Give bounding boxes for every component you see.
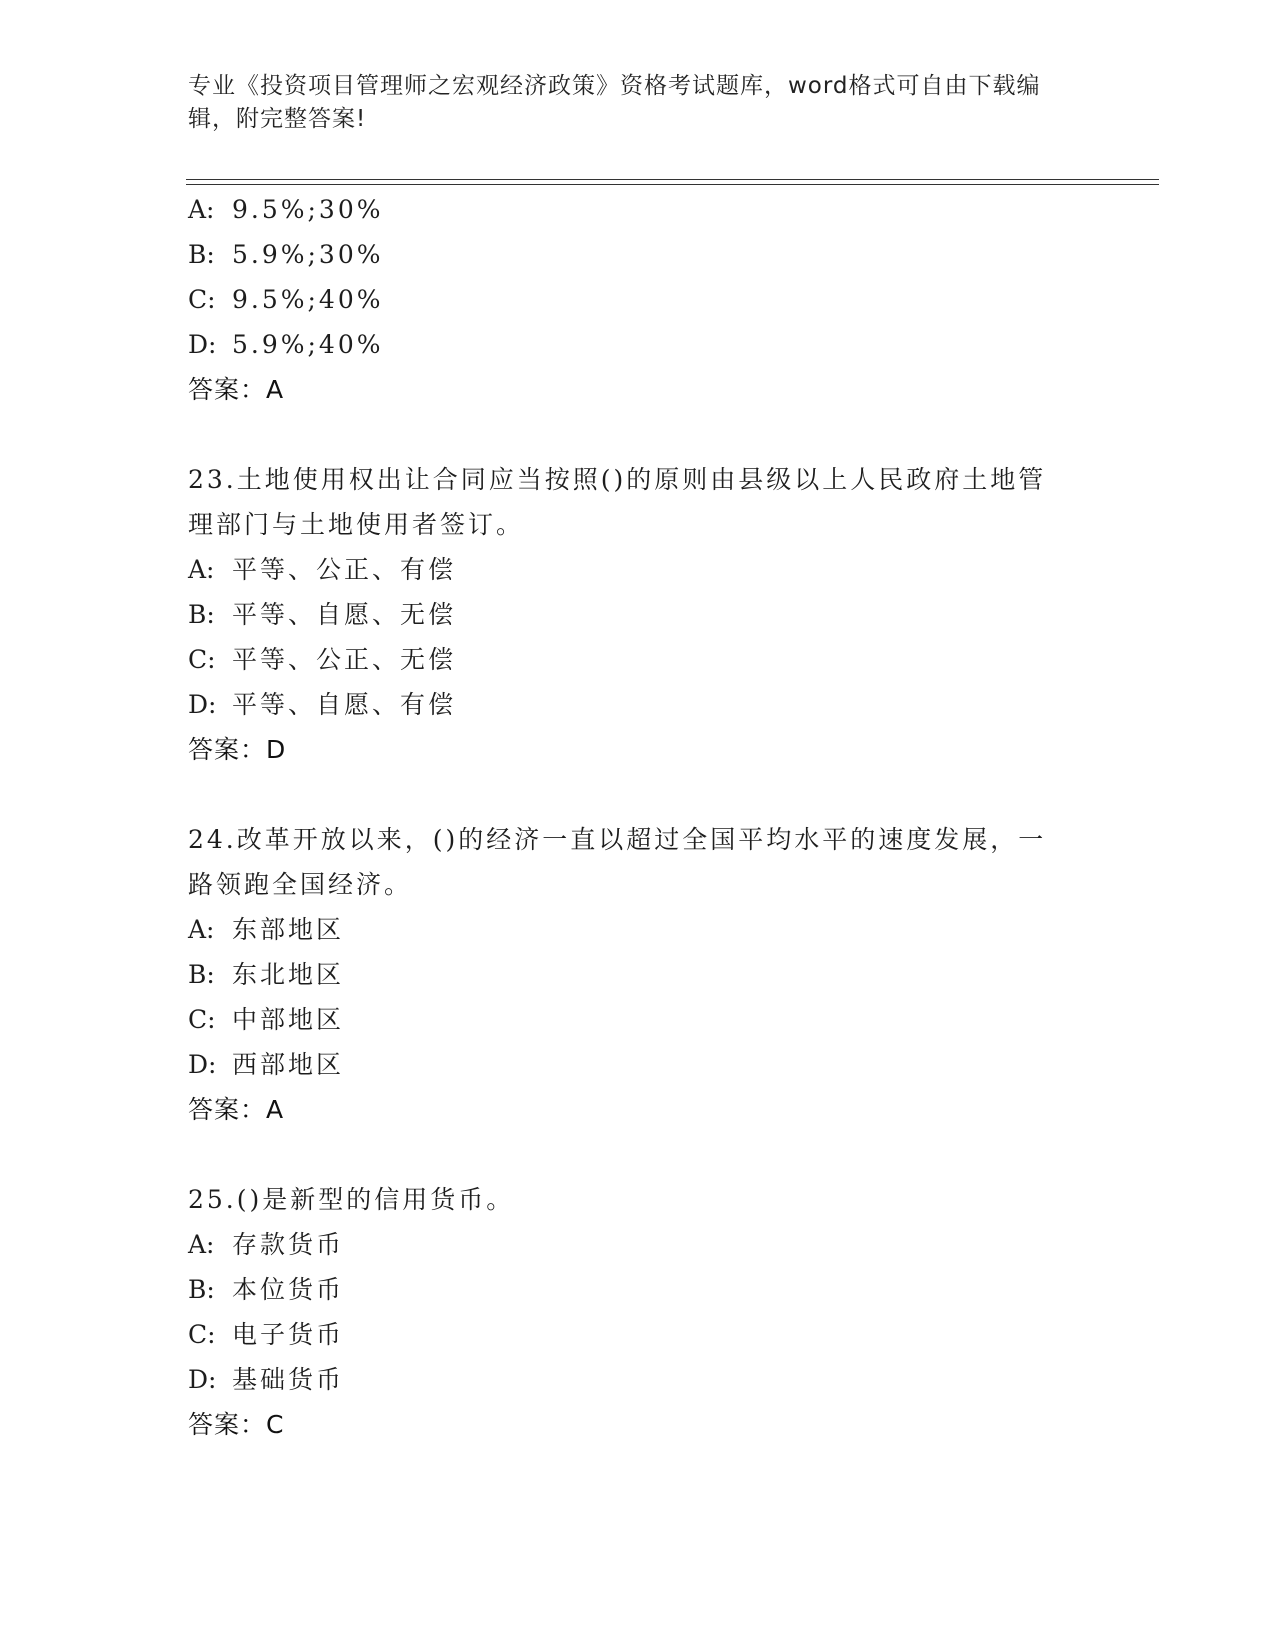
option-text: 东部地区 [232, 915, 345, 944]
question-stem: 25.()是新型的信用货币。 [188, 1185, 515, 1214]
option-text: 平等、自愿、无偿 [232, 600, 457, 629]
option-text: 存款货币 [232, 1230, 345, 1259]
header-line-1: 专业《投资项目管理师之宏观经济政策》资格考试题库，word格式可自由下载编 [188, 73, 1041, 99]
option-letter: D: [188, 1365, 217, 1394]
option-letter: B: [188, 960, 215, 989]
option-a [188, 915, 344, 945]
question-stem-continued: 理部门与土地使用者签订。 [188, 510, 525, 539]
option-a [188, 195, 384, 225]
option-text: 5.9%;30% [232, 240, 384, 269]
option-text: 电子货币 [232, 1320, 345, 1349]
option-d [188, 330, 384, 360]
option-letter: A: [188, 555, 215, 584]
option-letter: B: [188, 1275, 215, 1304]
option-a [188, 1230, 344, 1260]
option-c [188, 645, 456, 675]
option-letter: C: [188, 1005, 216, 1034]
option-a [188, 555, 456, 585]
question-stem: 24.改革开放以来，()的经济一直以超过全国平均水平的速度发展，一 [188, 825, 1047, 854]
option-text: 9.5%;30% [232, 195, 384, 224]
option-letter: B: [188, 600, 215, 629]
option-letter: A: [188, 195, 215, 224]
answer-line: 答案：C [188, 1410, 285, 1439]
header-divider-top [186, 179, 1159, 180]
option-b [188, 600, 456, 630]
question-stem: 23.土地使用权出让合同应当按照()的原则由县级以上人民政府土地管 [188, 465, 1047, 494]
option-text: 东北地区 [232, 960, 345, 989]
option-d [188, 690, 456, 720]
option-text: 基础货币 [232, 1365, 345, 1394]
option-c [188, 285, 384, 315]
option-b [188, 1275, 344, 1305]
option-text: 西部地区 [232, 1050, 345, 1079]
answer-line: 答案：D [188, 735, 287, 764]
option-text: 平等、公正、无偿 [232, 645, 457, 674]
option-letter: C: [188, 285, 216, 314]
option-text: 本位货币 [232, 1275, 345, 1304]
option-letter: D: [188, 330, 217, 359]
answer-line: 答案：A [188, 375, 285, 404]
option-letter: C: [188, 1320, 216, 1349]
option-text: 平等、自愿、有偿 [232, 690, 457, 719]
option-letter: D: [188, 1050, 217, 1079]
option-text: 9.5%;40% [232, 285, 384, 314]
option-letter: C: [188, 645, 216, 674]
option-c [188, 1005, 344, 1035]
option-letter: A: [188, 1230, 215, 1259]
option-letter: D: [188, 690, 217, 719]
option-d [188, 1050, 344, 1080]
option-letter: B: [188, 240, 215, 269]
option-d [188, 1365, 344, 1395]
option-b [188, 960, 344, 990]
header-line-2: 辑，附完整答案! [188, 106, 367, 132]
option-letter: A: [188, 915, 215, 944]
option-b [188, 240, 384, 270]
option-text: 5.9%;40% [232, 330, 384, 359]
option-c [188, 1320, 344, 1350]
option-text: 平等、公正、有偿 [232, 555, 457, 584]
question-stem-continued: 路领跑全国经济。 [188, 870, 413, 899]
option-text: 中部地区 [232, 1005, 345, 1034]
header-divider-bottom [186, 184, 1159, 185]
answer-line: 答案：A [188, 1095, 285, 1124]
document-header [188, 70, 1068, 136]
